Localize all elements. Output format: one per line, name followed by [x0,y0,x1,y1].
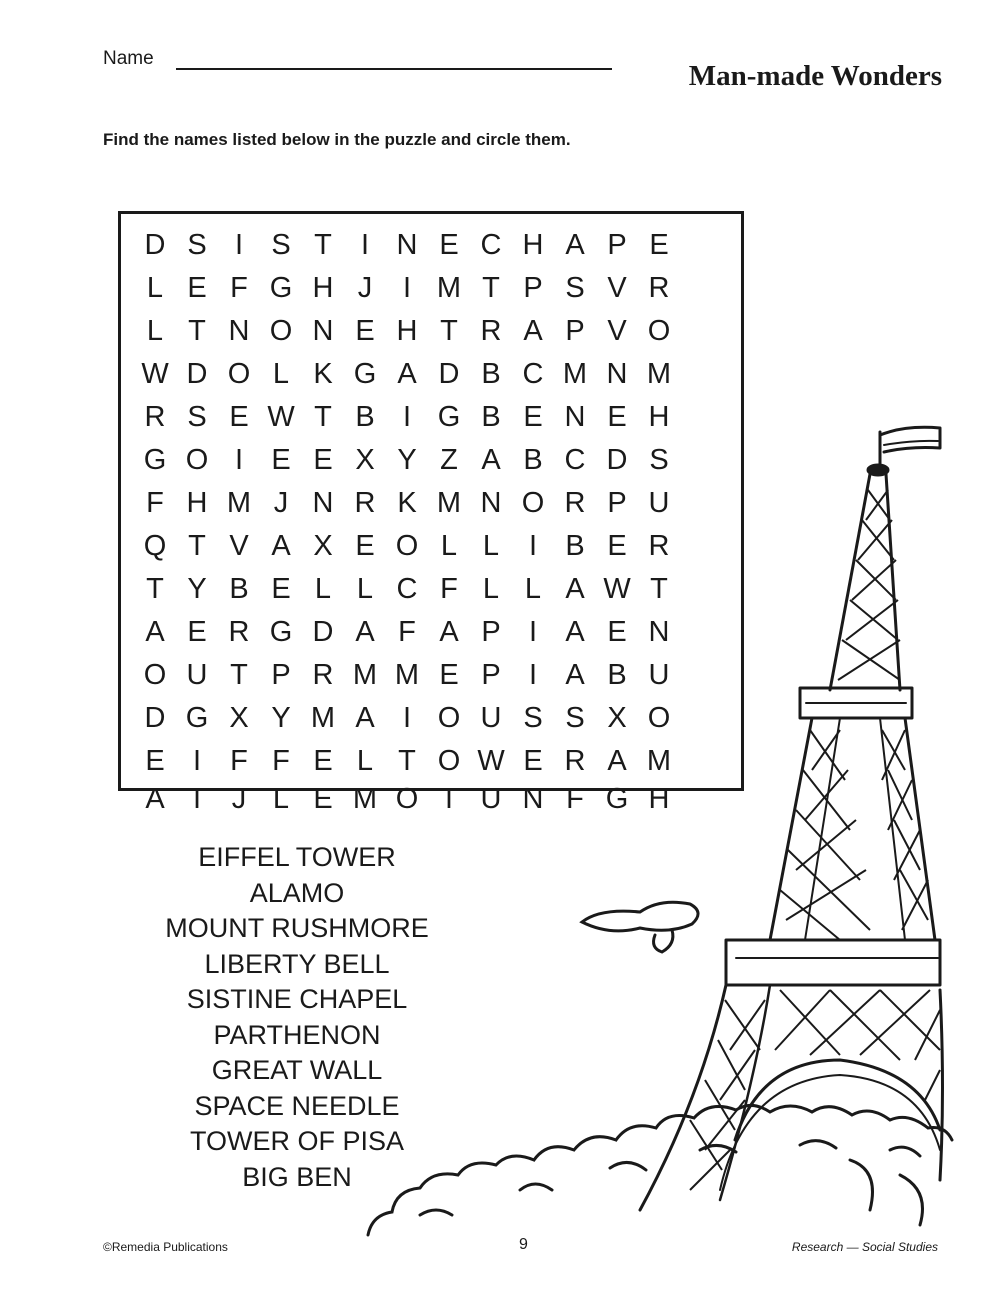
puzzle-cell[interactable]: W [141,358,169,390]
puzzle-cell[interactable]: G [185,702,209,734]
puzzle-cell[interactable]: U [480,702,502,734]
puzzle-cell[interactable]: T [440,783,458,815]
puzzle-cell[interactable]: O [647,702,671,734]
puzzle-cell[interactable]: Y [397,444,417,476]
puzzle-cell[interactable]: D [438,358,460,390]
puzzle-cell[interactable]: P [523,272,543,304]
puzzle-cell[interactable]: F [230,272,248,304]
puzzle-cell[interactable]: N [312,315,334,347]
puzzle-cell[interactable]: L [356,745,374,777]
puzzle-cell[interactable]: B [481,401,501,433]
puzzle-cell[interactable]: N [480,487,502,519]
puzzle-cell[interactable]: R [144,401,166,433]
puzzle-cell[interactable]: A [145,616,165,648]
puzzle-cell[interactable]: E [229,401,249,433]
puzzle-cell[interactable]: B [565,530,585,562]
puzzle-cell[interactable]: B [481,358,501,390]
puzzle-cell[interactable]: X [355,444,375,476]
word-list-item: EIFFEL TOWER [198,842,396,872]
puzzle-cell[interactable]: B [229,573,249,605]
puzzle-cell[interactable]: C [480,229,502,261]
puzzle-cell[interactable]: R [648,272,670,304]
puzzle-cell[interactable]: D [186,358,208,390]
puzzle-cell[interactable]: O [437,702,461,734]
puzzle-cell[interactable]: N [606,358,628,390]
puzzle-cell[interactable]: M [226,487,252,519]
puzzle-cell[interactable]: I [528,659,538,691]
puzzle-cell[interactable]: I [528,530,538,562]
puzzle-cell[interactable]: S [565,272,585,304]
puzzle-cell[interactable]: B [607,659,627,691]
puzzle-cell[interactable]: N [648,616,670,648]
puzzle-cell[interactable]: G [353,358,377,390]
puzzle-cell[interactable]: I [192,745,202,777]
puzzle-cell[interactable]: A [523,315,543,347]
puzzle-cell[interactable]: Z [440,444,458,476]
puzzle-cell[interactable]: E [187,272,207,304]
puzzle-cell[interactable]: O [269,315,293,347]
puzzle-cell[interactable]: J [231,783,247,815]
puzzle-cell[interactable]: P [481,616,501,648]
word-list-item: SISTINE CHAPEL [186,984,408,1014]
puzzle-cell[interactable]: E [355,530,375,562]
publisher-credit: ©Remedia Publications [103,1240,228,1254]
puzzle-cell[interactable]: F [272,745,290,777]
puzzle-cell[interactable]: T [314,229,332,261]
puzzle-cell[interactable]: L [440,530,458,562]
puzzle-cell[interactable]: H [522,229,544,261]
puzzle-cell[interactable]: S [187,229,207,261]
puzzle-cell[interactable]: T [440,315,458,347]
puzzle-cell[interactable]: C [396,573,418,605]
puzzle-cell[interactable]: D [312,616,334,648]
puzzle-cell[interactable]: P [607,229,627,261]
puzzle-cell[interactable]: C [522,358,544,390]
puzzle-cell[interactable]: S [187,401,207,433]
puzzle-cell[interactable]: J [357,272,373,304]
puzzle-cell[interactable]: G [605,783,629,815]
puzzle-cell[interactable]: E [607,530,627,562]
puzzle-cell[interactable]: V [607,272,627,304]
puzzle-cell[interactable]: G [269,272,293,304]
puzzle-cell[interactable]: T [230,659,248,691]
puzzle-cell[interactable]: G [143,444,167,476]
puzzle-cell[interactable]: E [439,659,459,691]
puzzle-cell[interactable]: O [647,315,671,347]
puzzle-cell[interactable]: T [188,315,206,347]
puzzle-cell[interactable]: M [646,358,672,390]
puzzle-cell[interactable]: L [146,272,164,304]
puzzle-cell[interactable]: D [144,229,166,261]
puzzle-cell[interactable]: M [352,659,378,691]
puzzle-cell[interactable]: S [523,702,543,734]
puzzle-cell[interactable]: F [440,573,458,605]
puzzle-cell[interactable]: A [565,229,585,261]
puzzle-cell[interactable]: D [144,702,166,734]
puzzle-cell[interactable]: N [396,229,418,261]
puzzle-cell[interactable]: E [649,229,669,261]
puzzle-cell[interactable]: I [234,229,244,261]
puzzle-cell[interactable]: I [234,444,244,476]
puzzle-cell[interactable]: R [228,616,250,648]
puzzle-cell[interactable]: E [271,573,291,605]
puzzle-cell[interactable]: T [398,745,416,777]
puzzle-cell[interactable]: A [355,702,375,734]
puzzle-cell[interactable]: S [565,702,585,734]
puzzle-cell[interactable]: H [648,401,670,433]
puzzle-cell[interactable]: A [145,783,165,815]
puzzle-cell[interactable]: E [145,745,165,777]
puzzle-cell[interactable]: H [312,272,334,304]
puzzle-cell[interactable]: M [436,272,462,304]
puzzle-cell[interactable]: W [267,401,295,433]
puzzle-cell[interactable]: E [355,315,375,347]
puzzle-cell[interactable]: E [313,444,333,476]
puzzle-cell[interactable]: G [269,616,293,648]
puzzle-cell[interactable]: E [313,745,333,777]
puzzle-cell[interactable]: A [397,358,417,390]
puzzle-cell[interactable]: S [271,229,291,261]
puzzle-cell[interactable]: I [360,229,370,261]
puzzle-cell[interactable]: N [312,487,334,519]
puzzle-cell[interactable]: D [606,444,628,476]
puzzle-cell[interactable]: L [482,573,500,605]
puzzle-cell[interactable]: L [146,315,164,347]
puzzle-cell[interactable]: T [482,272,500,304]
puzzle-cell[interactable]: M [436,487,462,519]
puzzle-cell[interactable]: E [271,444,291,476]
puzzle-cell[interactable]: V [607,315,627,347]
puzzle-cell[interactable]: A [565,573,585,605]
puzzle-cell[interactable]: L [272,783,290,815]
puzzle-cell[interactable]: O [521,487,545,519]
puzzle-cell[interactable]: O [143,659,167,691]
puzzle-cell[interactable]: E [523,401,543,433]
puzzle-cell[interactable]: F [566,783,584,815]
puzzle-cell[interactable]: O [395,783,419,815]
puzzle-cell[interactable]: O [185,444,209,476]
puzzle-cell[interactable]: L [314,573,332,605]
puzzle-cell[interactable]: I [402,702,412,734]
puzzle-cell[interactable]: U [480,783,502,815]
puzzle-cell[interactable]: A [355,616,375,648]
puzzle-cell[interactable]: R [312,659,334,691]
puzzle-cell[interactable]: T [188,530,206,562]
word-list-item: ALAMO [249,877,345,908]
puzzle-cell[interactable]: O [227,358,251,390]
puzzle-cell[interactable]: E [187,616,207,648]
puzzle-cell[interactable]: J [273,487,289,519]
puzzle-cell[interactable]: A [481,444,501,476]
puzzle-cell[interactable]: M [646,745,672,777]
puzzle-cell[interactable]: A [271,530,291,562]
puzzle-cell[interactable]: L [524,573,542,605]
puzzle-cell[interactable]: N [564,401,586,433]
puzzle-cell[interactable]: O [395,530,419,562]
page-title: Man-made Wonders [688,60,942,92]
word-list-item: PARTHENON [213,1019,381,1050]
name-label: Name [103,48,154,69]
puzzle-cell[interactable]: T [314,401,332,433]
puzzle-cell[interactable]: U [648,487,670,519]
puzzle-cell[interactable]: H [396,315,418,347]
puzzle-cell[interactable]: R [564,745,586,777]
puzzle-cell[interactable]: A [439,616,459,648]
puzzle-cell[interactable]: I [528,616,538,648]
puzzle-cell[interactable]: A [565,616,585,648]
puzzle-cell[interactable]: P [481,659,501,691]
puzzle-cell[interactable]: P [271,659,291,691]
puzzle-cell[interactable]: M [310,702,336,734]
puzzle-cell[interactable]: T [146,573,164,605]
puzzle-cell[interactable]: Y [187,573,207,605]
puzzle-cell[interactable]: K [397,487,417,519]
puzzle-cell[interactable]: F [146,487,164,519]
puzzle-cell[interactable]: E [607,616,627,648]
puzzle-cell[interactable]: I [402,272,412,304]
puzzle-cell[interactable]: L [356,573,374,605]
puzzle-cell[interactable]: R [648,530,670,562]
puzzle-cell[interactable]: U [648,659,670,691]
puzzle-cell[interactable]: X [313,530,333,562]
puzzle-cell[interactable]: E [607,401,627,433]
word-list-item: GREAT WALL [211,1055,383,1085]
puzzle-cell[interactable]: A [565,659,585,691]
puzzle-cell[interactable]: X [607,702,627,734]
word-list-item: MOUNT RUSHMORE [165,913,429,943]
puzzle-cell[interactable]: R [564,487,586,519]
puzzle-cell[interactable]: K [313,358,333,390]
puzzle-cell[interactable]: W [477,745,505,777]
puzzle-cell[interactable]: I [192,783,202,815]
puzzle-cell[interactable]: T [650,573,668,605]
puzzle-cell[interactable]: V [229,530,249,562]
puzzle-cell[interactable]: A [607,745,627,777]
puzzle-cell[interactable]: M [562,358,588,390]
puzzle-cell[interactable]: G [437,401,461,433]
puzzle-cell[interactable]: P [565,315,585,347]
puzzle-cell[interactable]: N [522,783,544,815]
puzzle-cell[interactable]: E [313,783,333,815]
puzzle-cell[interactable]: Y [271,702,291,734]
puzzle-cell[interactable]: F [398,616,416,648]
puzzle-cell[interactable]: R [354,487,376,519]
puzzle-cell[interactable]: H [648,783,670,815]
puzzle-cell[interactable]: L [482,530,500,562]
puzzle-cell[interactable]: P [607,487,627,519]
puzzle-cell[interactable]: X [229,702,249,734]
page-number: 9 [519,1236,528,1253]
puzzle-cell[interactable]: Q [143,530,167,562]
puzzle-cell[interactable]: E [523,745,543,777]
puzzle-cell[interactable]: B [523,444,543,476]
puzzle-cell[interactable]: W [603,573,631,605]
puzzle-cell[interactable]: N [228,315,250,347]
word-list-item: TOWER OF PISA [189,1126,405,1156]
puzzle-cell[interactable]: R [480,315,502,347]
puzzle-cell[interactable]: F [230,745,248,777]
puzzle-cell[interactable]: M [394,659,420,691]
series-label: Research — Social Studies [791,1240,938,1254]
puzzle-cell[interactable]: B [355,401,375,433]
puzzle-cell[interactable]: L [272,358,290,390]
puzzle-cell[interactable]: I [402,401,412,433]
word-list-item: LIBERTY BELL [204,948,390,979]
puzzle-cell[interactable]: S [649,444,669,476]
word-list-item: SPACE NEEDLE [194,1090,400,1121]
puzzle-cell[interactable]: O [437,745,461,777]
puzzle-cell[interactable]: U [186,659,208,691]
puzzle-cell[interactable]: E [439,229,459,261]
instructions: Find the names listed below in the puzzle and circle them. [103,130,571,149]
puzzle-cell[interactable]: H [186,487,208,519]
puzzle-cell[interactable]: C [564,444,586,476]
word-list-item: BIG BEN [242,1161,352,1192]
puzzle-cell[interactable]: M [352,783,378,815]
